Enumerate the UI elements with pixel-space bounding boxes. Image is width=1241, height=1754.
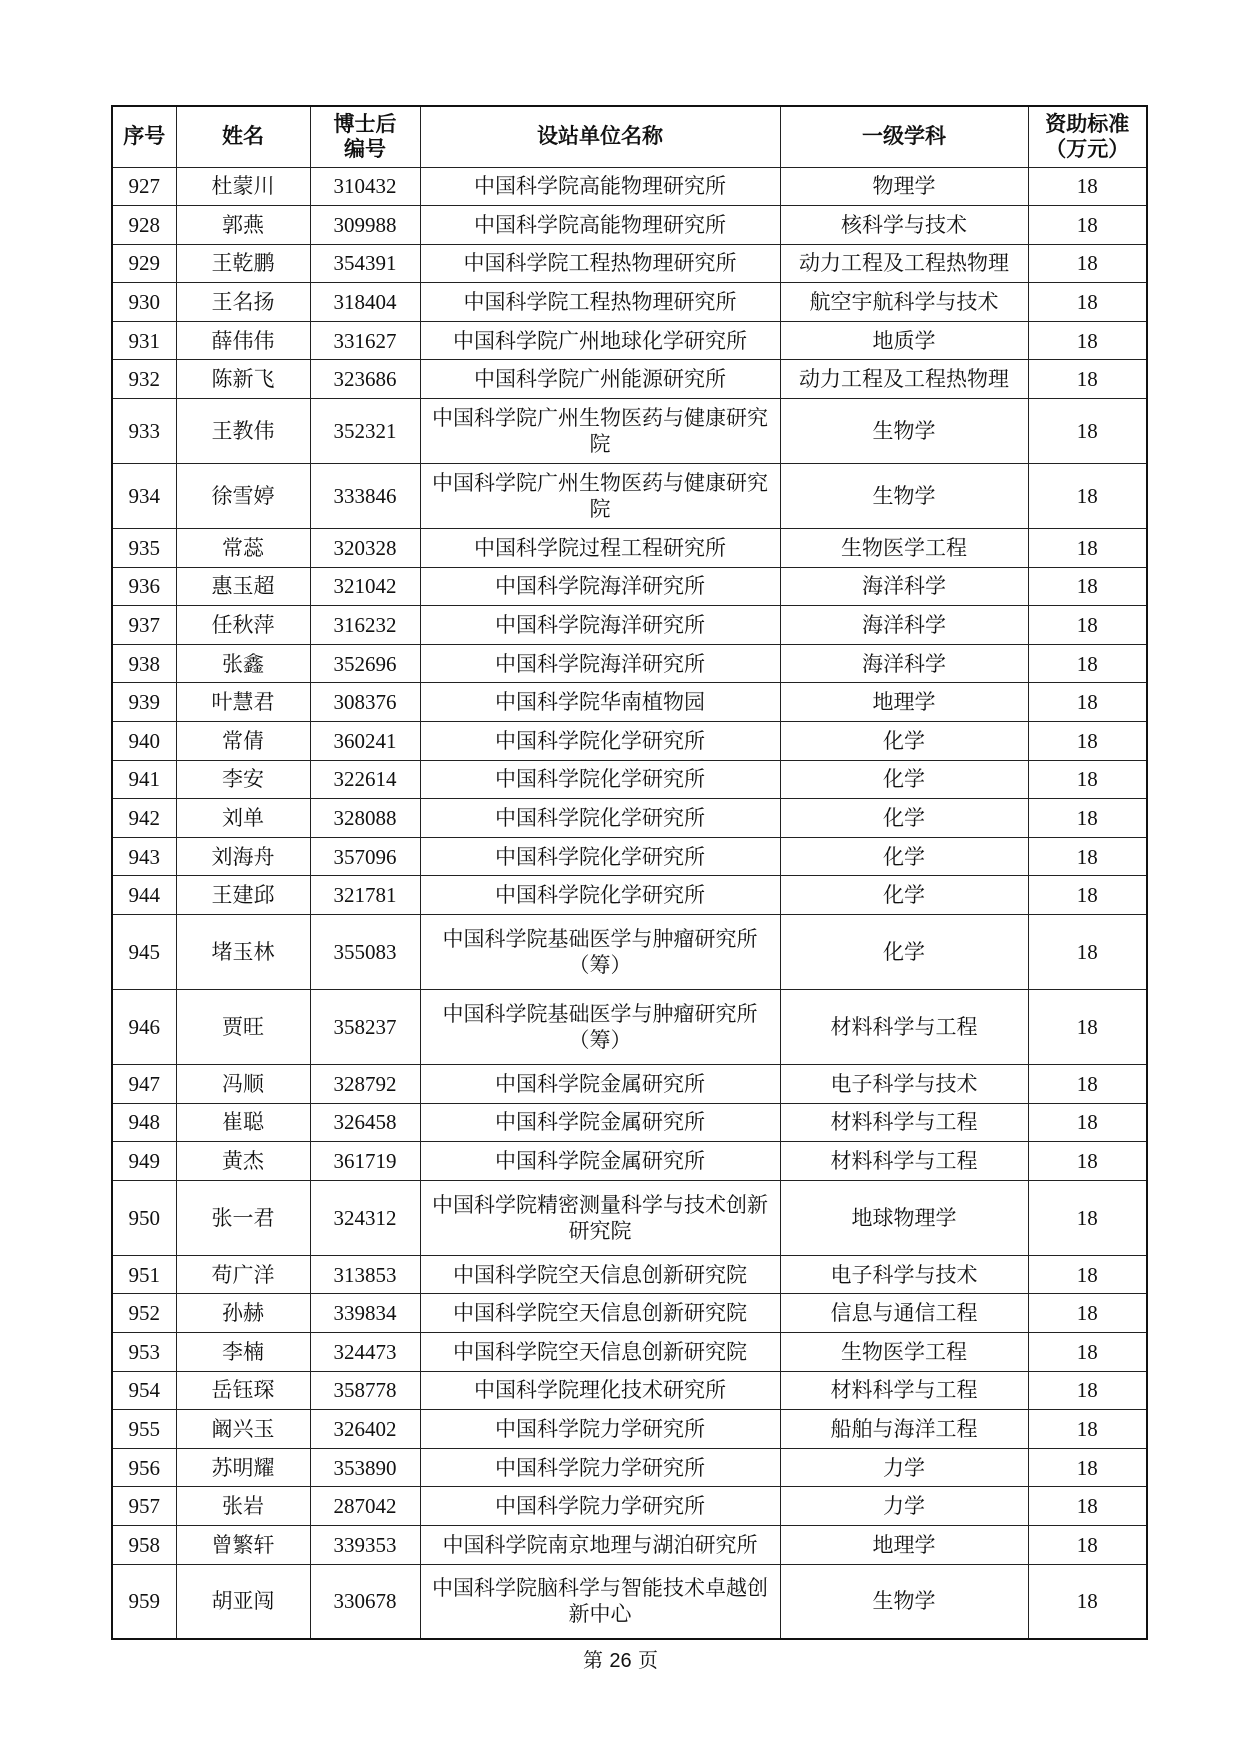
cell-name: 贾旺 [176, 990, 310, 1065]
table-row [112, 760, 1147, 799]
table-body [112, 167, 1147, 1639]
cell-unit: 中国科学院海洋研究所 [420, 606, 780, 645]
cell-unit: 中国科学院工程热物理研究所 [420, 283, 780, 322]
header-seq: 序号 [112, 106, 176, 167]
table-row [112, 1564, 1147, 1639]
cell-discipline: 生物医学工程 [780, 529, 1028, 568]
cell-funding: 18 [1028, 167, 1147, 206]
header-postdoc-id: 博士后编号 [310, 106, 420, 167]
cell-postdoc-id: 357096 [310, 837, 420, 876]
cell-unit: 中国科学院华南植物园 [420, 683, 780, 722]
cell-discipline: 生物学 [780, 1564, 1028, 1639]
table-row [112, 1448, 1147, 1487]
cell-seq: 946 [112, 990, 176, 1065]
table-row [112, 1294, 1147, 1333]
cell-unit: 中国科学院工程热物理研究所 [420, 244, 780, 283]
cell-name: 刘单 [176, 799, 310, 838]
table-row [112, 1255, 1147, 1294]
cell-seq: 951 [112, 1255, 176, 1294]
postdoc-funding-table [111, 105, 1148, 1640]
cell-name: 陈新飞 [176, 360, 310, 399]
cell-funding: 18 [1028, 760, 1147, 799]
cell-discipline: 海洋科学 [780, 644, 1028, 683]
table-row [112, 1410, 1147, 1449]
table-row [112, 1371, 1147, 1410]
header-name: 姓名 [176, 106, 310, 167]
cell-seq: 944 [112, 876, 176, 915]
cell-discipline: 地质学 [780, 321, 1028, 360]
cell-funding: 18 [1028, 360, 1147, 399]
cell-discipline: 材料科学与工程 [780, 1142, 1028, 1181]
cell-seq: 939 [112, 683, 176, 722]
cell-name: 张岩 [176, 1487, 310, 1526]
cell-seq: 945 [112, 915, 176, 990]
table-row [112, 683, 1147, 722]
cell-discipline: 船舶与海洋工程 [780, 1410, 1028, 1449]
cell-funding: 18 [1028, 206, 1147, 245]
table-row [112, 606, 1147, 645]
cell-discipline: 航空宇航科学与技术 [780, 283, 1028, 322]
cell-funding: 18 [1028, 244, 1147, 283]
cell-discipline: 化学 [780, 915, 1028, 990]
table-row [112, 206, 1147, 245]
cell-name: 王名扬 [176, 283, 310, 322]
cell-seq: 943 [112, 837, 176, 876]
cell-discipline: 化学 [780, 876, 1028, 915]
cell-name: 惠玉超 [176, 567, 310, 606]
cell-postdoc-id: 318404 [310, 283, 420, 322]
cell-funding: 18 [1028, 1065, 1147, 1104]
cell-seq: 933 [112, 399, 176, 464]
cell-postdoc-id: 316232 [310, 606, 420, 645]
cell-funding: 18 [1028, 1142, 1147, 1181]
cell-postdoc-id: 339353 [310, 1525, 420, 1564]
cell-name: 黄杰 [176, 1142, 310, 1181]
cell-name: 苟广洋 [176, 1255, 310, 1294]
cell-name: 张鑫 [176, 644, 310, 683]
table-row [112, 990, 1147, 1065]
table-row [112, 464, 1147, 529]
cell-unit: 中国科学院空天信息创新研究院 [420, 1255, 780, 1294]
cell-name: 常倩 [176, 722, 310, 761]
cell-name: 王建邱 [176, 876, 310, 915]
cell-discipline: 地理学 [780, 683, 1028, 722]
page-prefix: 第 [583, 1648, 604, 1672]
table-row [112, 1065, 1147, 1104]
table-row [112, 1332, 1147, 1371]
cell-discipline: 力学 [780, 1448, 1028, 1487]
cell-discipline: 材料科学与工程 [780, 990, 1028, 1065]
cell-funding: 18 [1028, 683, 1147, 722]
table-row [112, 915, 1147, 990]
cell-discipline: 生物学 [780, 464, 1028, 529]
cell-postdoc-id: 331627 [310, 321, 420, 360]
cell-funding: 18 [1028, 283, 1147, 322]
page-footer [0, 1644, 1241, 1673]
cell-unit: 中国科学院化学研究所 [420, 837, 780, 876]
cell-name: 李楠 [176, 1332, 310, 1371]
cell-discipline: 化学 [780, 837, 1028, 876]
cell-seq: 938 [112, 644, 176, 683]
cell-discipline: 力学 [780, 1487, 1028, 1526]
cell-postdoc-id: 309988 [310, 206, 420, 245]
table-row [112, 567, 1147, 606]
cell-seq: 958 [112, 1525, 176, 1564]
cell-discipline: 物理学 [780, 167, 1028, 206]
cell-postdoc-id: 333846 [310, 464, 420, 529]
cell-unit: 中国科学院化学研究所 [420, 760, 780, 799]
cell-unit: 中国科学院基础医学与肿瘤研究所（筹） [420, 915, 780, 990]
cell-discipline: 动力工程及工程热物理 [780, 244, 1028, 283]
cell-funding: 18 [1028, 321, 1147, 360]
cell-discipline: 化学 [780, 799, 1028, 838]
table-row [112, 283, 1147, 322]
cell-postdoc-id: 324473 [310, 1332, 420, 1371]
cell-postdoc-id: 355083 [310, 915, 420, 990]
cell-funding: 18 [1028, 464, 1147, 529]
cell-name: 任秋萍 [176, 606, 310, 645]
cell-seq: 936 [112, 567, 176, 606]
cell-postdoc-id: 308376 [310, 683, 420, 722]
table-row [112, 799, 1147, 838]
cell-discipline: 生物学 [780, 399, 1028, 464]
cell-seq: 956 [112, 1448, 176, 1487]
cell-funding: 18 [1028, 837, 1147, 876]
cell-postdoc-id: 352321 [310, 399, 420, 464]
cell-postdoc-id: 321781 [310, 876, 420, 915]
table-row [112, 644, 1147, 683]
cell-funding: 18 [1028, 606, 1147, 645]
cell-name: 张一君 [176, 1180, 310, 1255]
cell-unit: 中国科学院过程工程研究所 [420, 529, 780, 568]
cell-postdoc-id: 352696 [310, 644, 420, 683]
cell-funding: 18 [1028, 399, 1147, 464]
cell-discipline: 电子科学与技术 [780, 1065, 1028, 1104]
cell-name: 苏明耀 [176, 1448, 310, 1487]
cell-discipline: 海洋科学 [780, 606, 1028, 645]
cell-discipline: 生物医学工程 [780, 1332, 1028, 1371]
cell-funding: 18 [1028, 567, 1147, 606]
cell-seq: 948 [112, 1103, 176, 1142]
cell-name: 刘海舟 [176, 837, 310, 876]
cell-name: 王乾鹏 [176, 244, 310, 283]
cell-funding: 18 [1028, 1525, 1147, 1564]
cell-postdoc-id: 287042 [310, 1487, 420, 1526]
cell-seq: 952 [112, 1294, 176, 1333]
cell-discipline: 材料科学与工程 [780, 1103, 1028, 1142]
table-row [112, 1525, 1147, 1564]
cell-funding: 18 [1028, 1332, 1147, 1371]
header-unit: 设站单位名称 [420, 106, 780, 167]
cell-seq: 935 [112, 529, 176, 568]
table-row [112, 1103, 1147, 1142]
page-suffix: 页 [637, 1648, 658, 1672]
cell-unit: 中国科学院空天信息创新研究院 [420, 1332, 780, 1371]
cell-name: 孙赫 [176, 1294, 310, 1333]
cell-funding: 18 [1028, 644, 1147, 683]
cell-unit: 中国科学院高能物理研究所 [420, 167, 780, 206]
table-row [112, 360, 1147, 399]
cell-unit: 中国科学院化学研究所 [420, 722, 780, 761]
cell-name: 阚兴玉 [176, 1410, 310, 1449]
cell-funding: 18 [1028, 876, 1147, 915]
cell-seq: 950 [112, 1180, 176, 1255]
cell-discipline: 化学 [780, 760, 1028, 799]
cell-discipline: 核科学与技术 [780, 206, 1028, 245]
cell-seq: 941 [112, 760, 176, 799]
cell-seq: 959 [112, 1564, 176, 1639]
cell-discipline: 地球物理学 [780, 1180, 1028, 1255]
cell-postdoc-id: 321042 [310, 567, 420, 606]
cell-seq: 949 [112, 1142, 176, 1181]
cell-funding: 18 [1028, 1103, 1147, 1142]
cell-name: 薛伟伟 [176, 321, 310, 360]
table-row [112, 1180, 1147, 1255]
cell-unit: 中国科学院金属研究所 [420, 1103, 780, 1142]
table-row [112, 876, 1147, 915]
cell-postdoc-id: 326458 [310, 1103, 420, 1142]
cell-name: 崔聪 [176, 1103, 310, 1142]
cell-postdoc-id: 354391 [310, 244, 420, 283]
cell-postdoc-id: 320328 [310, 529, 420, 568]
table-row [112, 399, 1147, 464]
cell-unit: 中国科学院化学研究所 [420, 876, 780, 915]
cell-seq: 953 [112, 1332, 176, 1371]
cell-unit: 中国科学院脑科学与智能技术卓越创新中心 [420, 1564, 780, 1639]
cell-seq: 957 [112, 1487, 176, 1526]
page-number: 26 [609, 1650, 632, 1672]
cell-unit: 中国科学院海洋研究所 [420, 567, 780, 606]
cell-unit: 中国科学院南京地理与湖泊研究所 [420, 1525, 780, 1564]
cell-name: 王教伟 [176, 399, 310, 464]
cell-funding: 18 [1028, 1410, 1147, 1449]
cell-postdoc-id: 328792 [310, 1065, 420, 1104]
cell-seq: 932 [112, 360, 176, 399]
cell-name: 常蕊 [176, 529, 310, 568]
cell-postdoc-id: 358778 [310, 1371, 420, 1410]
cell-postdoc-id: 313853 [310, 1255, 420, 1294]
cell-postdoc-id: 330678 [310, 1564, 420, 1639]
cell-postdoc-id: 324312 [310, 1180, 420, 1255]
cell-seq: 929 [112, 244, 176, 283]
cell-unit: 中国科学院空天信息创新研究院 [420, 1294, 780, 1333]
table-row [112, 167, 1147, 206]
table-row [112, 1487, 1147, 1526]
cell-unit: 中国科学院广州能源研究所 [420, 360, 780, 399]
cell-postdoc-id: 323686 [310, 360, 420, 399]
cell-seq: 931 [112, 321, 176, 360]
cell-unit: 中国科学院广州生物医药与健康研究院 [420, 399, 780, 464]
cell-seq: 955 [112, 1410, 176, 1449]
cell-funding: 18 [1028, 1294, 1147, 1333]
cell-postdoc-id: 353890 [310, 1448, 420, 1487]
cell-seq: 930 [112, 283, 176, 322]
cell-seq: 927 [112, 167, 176, 206]
header-funding: 资助标准（万元） [1028, 106, 1147, 167]
cell-funding: 18 [1028, 529, 1147, 568]
cell-postdoc-id: 326402 [310, 1410, 420, 1449]
cell-funding: 18 [1028, 1448, 1147, 1487]
cell-unit: 中国科学院广州生物医药与健康研究院 [420, 464, 780, 529]
cell-discipline: 地理学 [780, 1525, 1028, 1564]
cell-seq: 940 [112, 722, 176, 761]
table-header-row [112, 106, 1147, 167]
table-row [112, 244, 1147, 283]
cell-funding: 18 [1028, 915, 1147, 990]
cell-name: 堵玉林 [176, 915, 310, 990]
cell-seq: 937 [112, 606, 176, 645]
cell-unit: 中国科学院力学研究所 [420, 1410, 780, 1449]
cell-postdoc-id: 358237 [310, 990, 420, 1065]
cell-unit: 中国科学院基础医学与肿瘤研究所（筹） [420, 990, 780, 1065]
cell-unit: 中国科学院广州地球化学研究所 [420, 321, 780, 360]
cell-discipline: 化学 [780, 722, 1028, 761]
cell-postdoc-id: 328088 [310, 799, 420, 838]
table-row [112, 321, 1147, 360]
cell-postdoc-id: 310432 [310, 167, 420, 206]
cell-name: 徐雪婷 [176, 464, 310, 529]
cell-name: 郭燕 [176, 206, 310, 245]
cell-name: 冯顺 [176, 1065, 310, 1104]
header-discipline: 一级学科 [780, 106, 1028, 167]
cell-funding: 18 [1028, 1371, 1147, 1410]
cell-unit: 中国科学院金属研究所 [420, 1065, 780, 1104]
cell-funding: 18 [1028, 1487, 1147, 1526]
cell-seq: 954 [112, 1371, 176, 1410]
cell-unit: 中国科学院化学研究所 [420, 799, 780, 838]
cell-name: 胡亚闯 [176, 1564, 310, 1639]
cell-funding: 18 [1028, 1180, 1147, 1255]
cell-funding: 18 [1028, 990, 1147, 1065]
cell-name: 杜蒙川 [176, 167, 310, 206]
cell-unit: 中国科学院力学研究所 [420, 1487, 780, 1526]
cell-seq: 928 [112, 206, 176, 245]
cell-funding: 18 [1028, 799, 1147, 838]
cell-funding: 18 [1028, 1564, 1147, 1639]
cell-postdoc-id: 339834 [310, 1294, 420, 1333]
cell-seq: 934 [112, 464, 176, 529]
table-row [112, 1142, 1147, 1181]
cell-unit: 中国科学院理化技术研究所 [420, 1371, 780, 1410]
cell-unit: 中国科学院高能物理研究所 [420, 206, 780, 245]
table-row [112, 529, 1147, 568]
table-row [112, 722, 1147, 761]
cell-postdoc-id: 322614 [310, 760, 420, 799]
cell-name: 叶慧君 [176, 683, 310, 722]
cell-funding: 18 [1028, 1255, 1147, 1294]
cell-discipline: 电子科学与技术 [780, 1255, 1028, 1294]
cell-discipline: 海洋科学 [780, 567, 1028, 606]
cell-name: 李安 [176, 760, 310, 799]
cell-seq: 942 [112, 799, 176, 838]
cell-name: 岳钰琛 [176, 1371, 310, 1410]
cell-unit: 中国科学院力学研究所 [420, 1448, 780, 1487]
cell-discipline: 动力工程及工程热物理 [780, 360, 1028, 399]
cell-funding: 18 [1028, 722, 1147, 761]
cell-name: 曾繁轩 [176, 1525, 310, 1564]
cell-unit: 中国科学院海洋研究所 [420, 644, 780, 683]
cell-unit: 中国科学院金属研究所 [420, 1142, 780, 1181]
cell-unit: 中国科学院精密测量科学与技术创新研究院 [420, 1180, 780, 1255]
cell-postdoc-id: 360241 [310, 722, 420, 761]
cell-postdoc-id: 361719 [310, 1142, 420, 1181]
cell-discipline: 材料科学与工程 [780, 1371, 1028, 1410]
cell-seq: 947 [112, 1065, 176, 1104]
cell-discipline: 信息与通信工程 [780, 1294, 1028, 1333]
table-row [112, 837, 1147, 876]
